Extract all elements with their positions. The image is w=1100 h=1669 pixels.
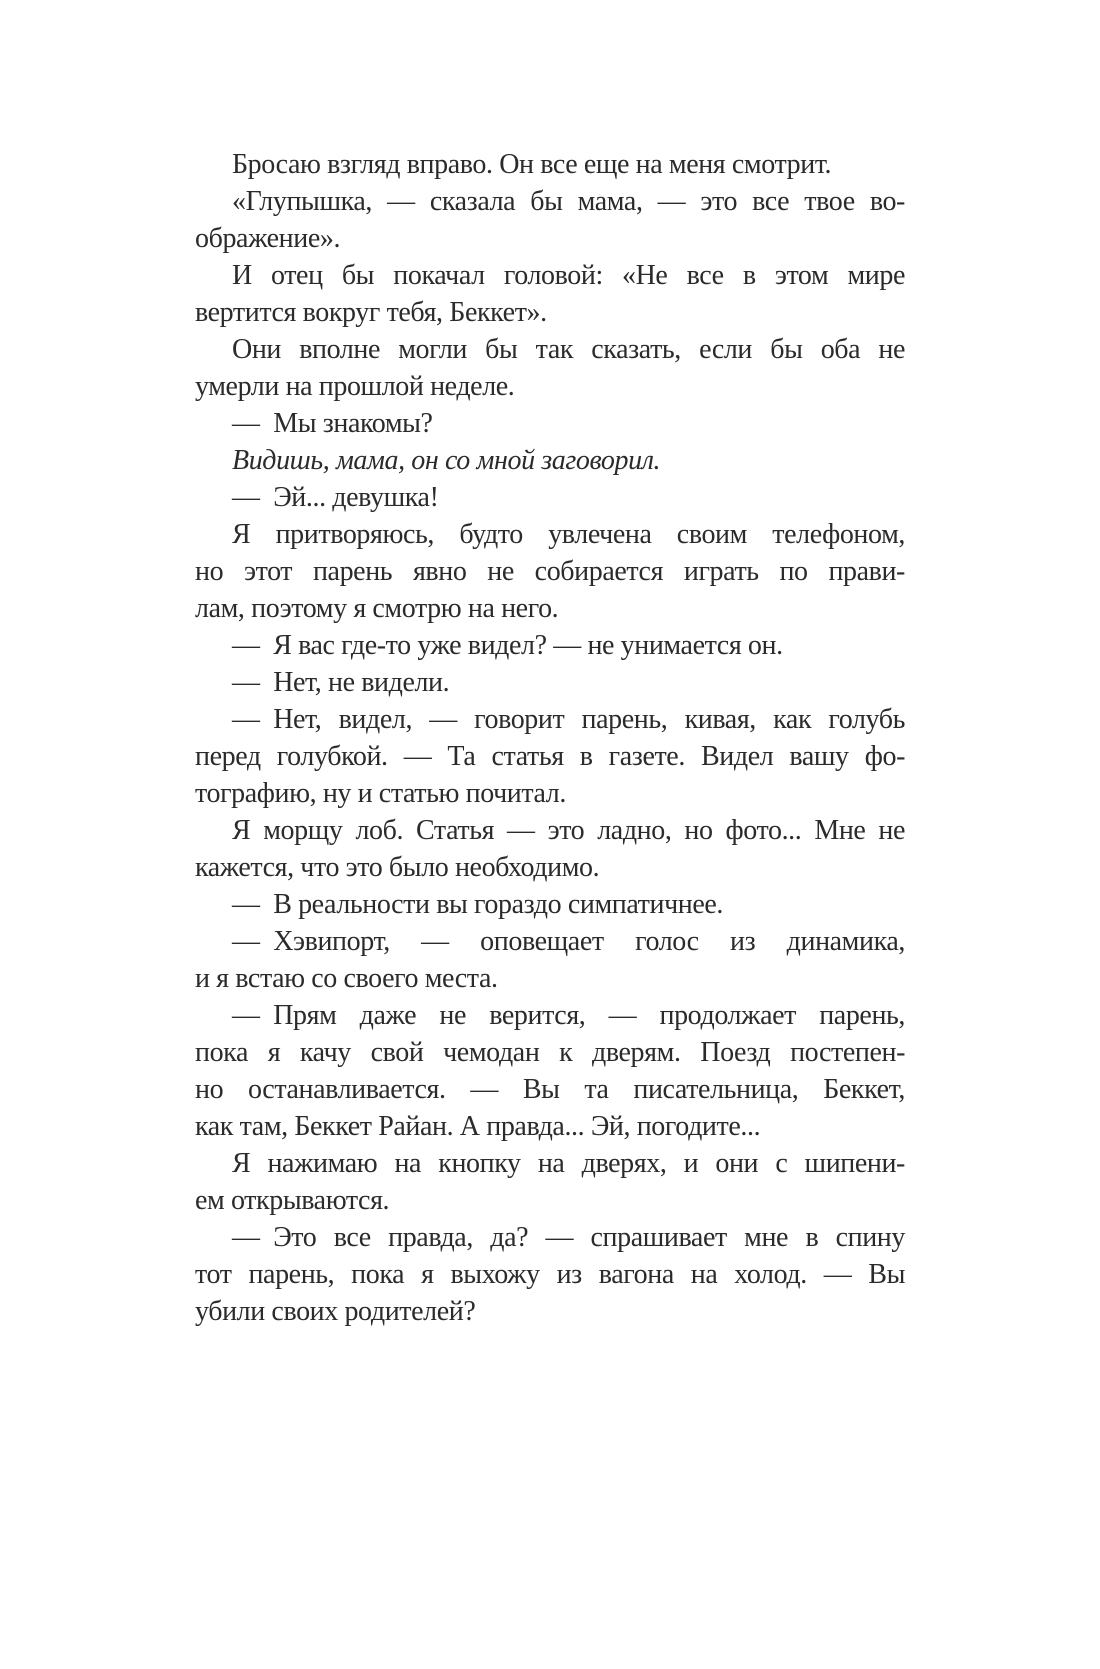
text-line: но этот парень явно не собирается играть по прави- (195, 556, 905, 587)
page-text-block (195, 146, 905, 1330)
text-line: Бросаю взгляд вправо. Он все еще на меня смотрит. (232, 149, 832, 180)
text-line: — Прям даже не верится, — продолжает парень, (232, 1000, 905, 1031)
text-line: тографию, ну и статью почитал. (195, 778, 566, 809)
text-line-italic: Видишь, мама, он со мной заговорил. (232, 445, 661, 476)
text-line: — Мы знакомы? (232, 408, 433, 439)
text-line: — Хэвипорт, — оповещает голос из динамика, (232, 926, 905, 957)
text-line: и я встаю со своего места. (195, 963, 498, 994)
text-line: Они вполне могли бы так сказать, если бы оба не (232, 334, 905, 365)
text-line: Я морщу лоб. Статья — это ладно, но фото... Мне не (232, 815, 905, 846)
text-line: тот парень, пока я выхожу из вагона на холод. — Вы (195, 1259, 905, 1290)
text-line: — Нет, видел, — говорит парень, кивая, как голубь (232, 704, 905, 735)
text-line: перед голубкой. — Та статья в газете. Видел вашу фо- (195, 741, 905, 772)
text-line: И отец бы покачал головой: «Не все в этом мире (232, 260, 905, 291)
text-line: — Это все правда, да? — спрашивает мне в спину (232, 1222, 905, 1253)
text-line: Я притворяюсь, будто увлечена своим телефоном, (232, 519, 905, 550)
text-line: убили своих родителей? (195, 1296, 476, 1327)
text-line: ображение». (195, 223, 341, 254)
text-line: — Эй... девушка! (232, 482, 439, 513)
text-line: кажется, что это было необходимо. (195, 852, 600, 883)
text-line: как там, Беккет Райан. А правда... Эй, погодите... (195, 1111, 761, 1142)
text-line: ем открываются. (195, 1185, 390, 1216)
text-line: умерли на прошлой неделе. (195, 371, 515, 402)
text-line: «Глупышка, — сказала бы мама, — это все твое во- (232, 186, 905, 217)
text-line: вертится вокруг тебя, Беккет». (195, 297, 547, 328)
text-line: Я нажимаю на кнопку на дверях, и они с шипени- (232, 1148, 905, 1179)
text-line: — Я вас где-то уже видел? — не унимается он. (232, 630, 783, 661)
text-line: лам, поэтому я смотрю на него. (195, 593, 559, 624)
text-line: пока я качу свой чемодан к дверям. Поезд постепен- (195, 1037, 905, 1068)
text-line: — Нет, не видели. (232, 667, 450, 698)
text-line: но останавливается. — Вы та писательница, Беккет, (195, 1074, 905, 1105)
text-line: — В реальности вы гораздо симпатичнее. (232, 889, 724, 920)
